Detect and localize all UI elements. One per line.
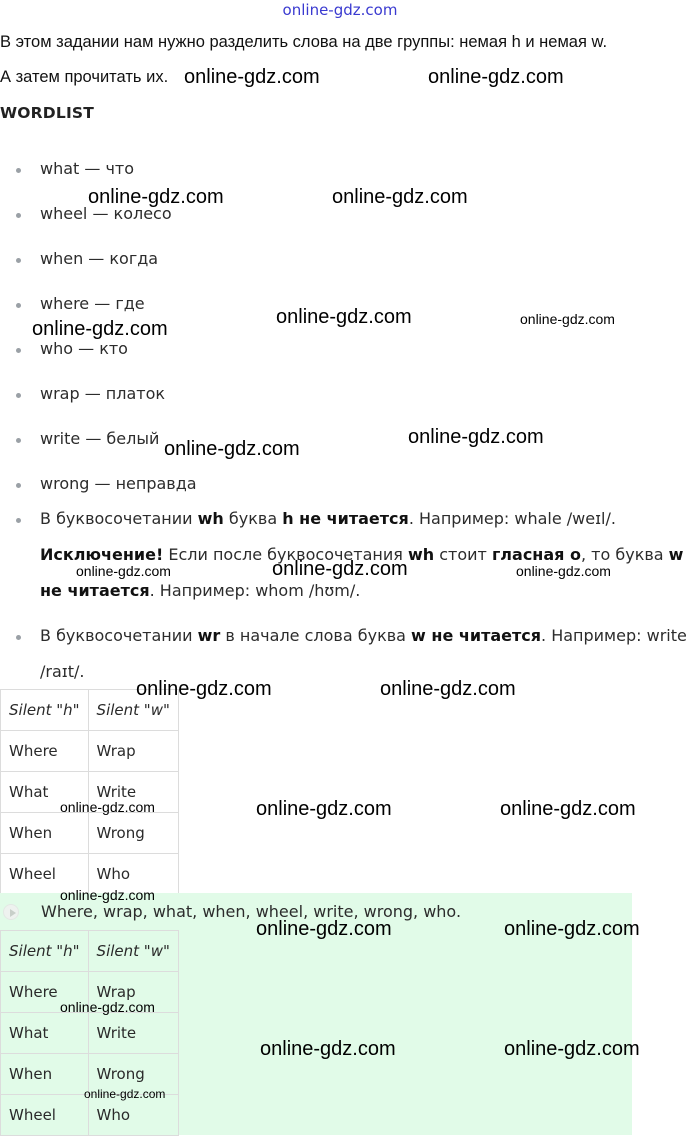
watermark: online-gdz.com xyxy=(428,66,564,88)
watermark: online-gdz.com xyxy=(272,558,408,580)
answer-table xyxy=(0,930,179,1136)
wordlist-item: who — кто xyxy=(40,339,128,358)
table-header-cell: Silent "w" xyxy=(88,931,178,972)
wordlist-item: what — что xyxy=(40,159,135,178)
table-cell: Where xyxy=(1,972,89,1013)
wordlist-heading: WORDLIST xyxy=(0,104,95,122)
table-header-row xyxy=(1,931,179,972)
rule-exception-line-2: не читается. Например: whom /hʊm/. xyxy=(40,581,361,600)
watermark: online-gdz.com xyxy=(500,798,636,820)
table-cell: What xyxy=(1,772,89,813)
bullet-icon xyxy=(16,393,21,398)
watermark: online-gdz.com xyxy=(184,66,320,88)
table-cell: Wrap xyxy=(88,731,178,772)
rule-wh: В буквосочетании wh буква h не читается. Например: whale /weɪl/. xyxy=(40,509,616,528)
wordlist-item: wrong — неправда xyxy=(40,474,197,493)
watermark: online-gdz.com xyxy=(32,318,168,340)
bullet-icon xyxy=(16,258,21,263)
watermark: online-gdz.com xyxy=(408,426,544,448)
watermark: online-gdz.com xyxy=(260,1038,396,1060)
bullet-icon xyxy=(16,303,21,308)
table-header-cell: Silent "w" xyxy=(88,690,178,731)
wordlist-item: write — белый xyxy=(40,429,160,448)
wordlist-item: where — где xyxy=(40,294,145,313)
watermark: online-gdz.com xyxy=(332,186,468,208)
intro-line-1: В этом задании нам нужно разделить слова на две группы: немая h и немая w. xyxy=(0,33,608,51)
watermark: online-gdz.com xyxy=(516,563,611,579)
table-cell: Who xyxy=(88,1095,178,1136)
watermark: online-gdz.com xyxy=(60,799,155,815)
table-cell: Wrap xyxy=(88,972,178,1013)
silent-letters-table xyxy=(0,689,179,895)
table-cell: Wheel xyxy=(1,854,89,895)
watermark: online-gdz.com xyxy=(276,306,412,328)
table-cell: Who xyxy=(88,854,178,895)
bullet-icon xyxy=(16,213,21,218)
table-cell: What xyxy=(1,1013,89,1054)
answer-text: Where, wrap, what, when, wheel, write, wrong, who. xyxy=(41,902,462,921)
table-row xyxy=(1,1013,179,1054)
table-cell: Wheel xyxy=(1,1095,89,1136)
table-cell: When xyxy=(1,813,89,854)
bullet-icon xyxy=(16,635,21,640)
bullet-icon xyxy=(16,518,21,523)
play-icon[interactable] xyxy=(3,904,19,920)
intro-line-2: А затем прочитать их. xyxy=(0,68,169,86)
watermark: online-gdz.com xyxy=(84,1087,166,1101)
table-row xyxy=(1,813,179,854)
rule-wr-line-2: /raɪt/. xyxy=(40,662,85,681)
wordlist-item: when — когда xyxy=(40,249,159,268)
watermark: online-gdz.com xyxy=(136,678,272,700)
table-header-cell: Silent "h" xyxy=(1,931,89,972)
site-header[interactable]: online-gdz.com xyxy=(282,1,398,19)
table-cell: Wrong xyxy=(88,1054,178,1095)
watermark: online-gdz.com xyxy=(256,798,392,820)
watermark: online-gdz.com xyxy=(256,918,392,940)
watermark: online-gdz.com xyxy=(164,438,300,460)
bullet-icon xyxy=(16,483,21,488)
bullet-icon xyxy=(16,348,21,353)
table-cell: When xyxy=(1,1054,89,1095)
watermark: online-gdz.com xyxy=(520,311,615,327)
watermark: online-gdz.com xyxy=(88,186,224,208)
watermark: online-gdz.com xyxy=(504,1038,640,1060)
bullet-icon xyxy=(16,168,21,173)
table-cell: Wrong xyxy=(88,813,178,854)
table-cell: Write xyxy=(88,772,178,813)
watermark: online-gdz.com xyxy=(60,999,155,1015)
wordlist-item: wrap — платок xyxy=(40,384,166,403)
table-cell: Write xyxy=(88,1013,178,1054)
watermark: online-gdz.com xyxy=(60,887,155,903)
rule-exception-line-1: Исключение! Если после буквосочетания wh стоит гласная о, то буква w xyxy=(40,545,684,564)
rule-wr-line-1: В буквосочетании wr в начале слова буква w не читается. Например: write xyxy=(40,626,687,645)
watermark: online-gdz.com xyxy=(76,563,171,579)
watermark: online-gdz.com xyxy=(380,678,516,700)
wordlist-item: wheel — колесо xyxy=(40,204,172,223)
table-row xyxy=(1,731,179,772)
watermark: online-gdz.com xyxy=(504,918,640,940)
bullet-icon xyxy=(16,438,21,443)
table-header-cell: Silent "h" xyxy=(1,690,89,731)
table-cell: Where xyxy=(1,731,89,772)
